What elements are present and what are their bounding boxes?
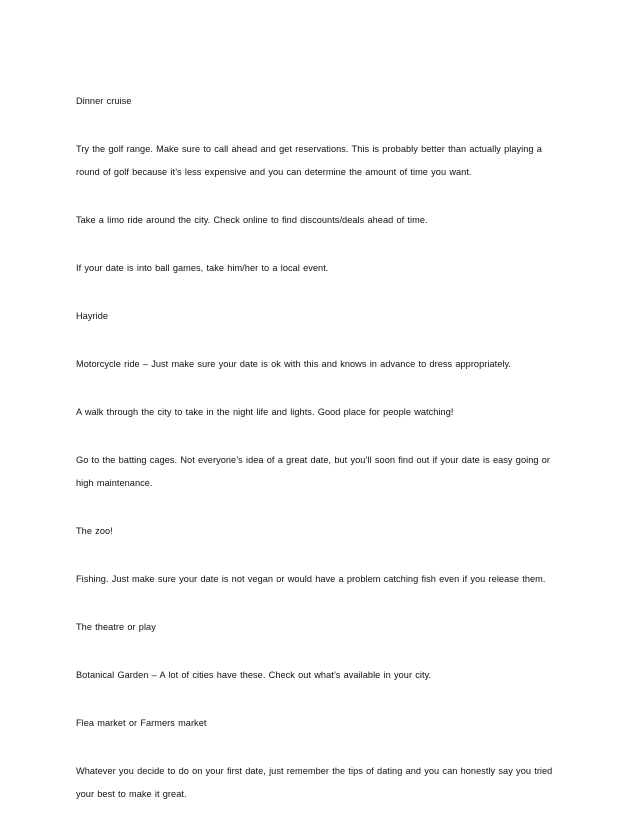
paragraph-zoo: The zoo! [76,526,113,536]
paragraph-golf-range: Try the golf range. Make sure to call ahead and get reservations. This is probably better than actually playing a round of golf because it’s less expensive and you can determine the amount of time you want. [76,144,542,177]
paragraph-dinner-cruise: Dinner cruise [76,96,132,106]
paragraph-flea-market: Flea market or Farmers market [76,718,207,728]
paragraph-batting-cages: Go to the batting cages. Not everyone’s idea of a great date, but you’ll soon find out if your date is easy going or high maintenance. [76,455,550,488]
paragraph-fishing: Fishing. Just make sure your date is not vegan or would have a problem catching fish even if you release them. [76,574,546,584]
paragraph-botanical-garden: Botanical Garden – A lot of cities have these. Check out what’s available in your city. [76,670,432,680]
paragraph-theatre: The theatre or play [76,622,156,632]
paragraph-limo-ride: Take a limo ride around the city. Check online to find discounts/deals ahead of time. [76,215,428,225]
paragraph-hayride: Hayride [76,311,109,321]
document-body [76,90,566,831]
paragraph-city-walk: A walk through the city to take in the night life and lights. Good place for people watching! [76,407,454,417]
paragraph-ball-games: If your date is into ball games, take him/her to a local event. [76,263,329,273]
paragraph-motorcycle-ride: Motorcycle ride – Just make sure your date is ok with this and knows in advance to dress appropriately. [76,359,512,369]
paragraph-closing: Whatever you decide to do on your first date, just remember the tips of dating and you can honestly say you tried your best to make it great. [76,766,553,799]
